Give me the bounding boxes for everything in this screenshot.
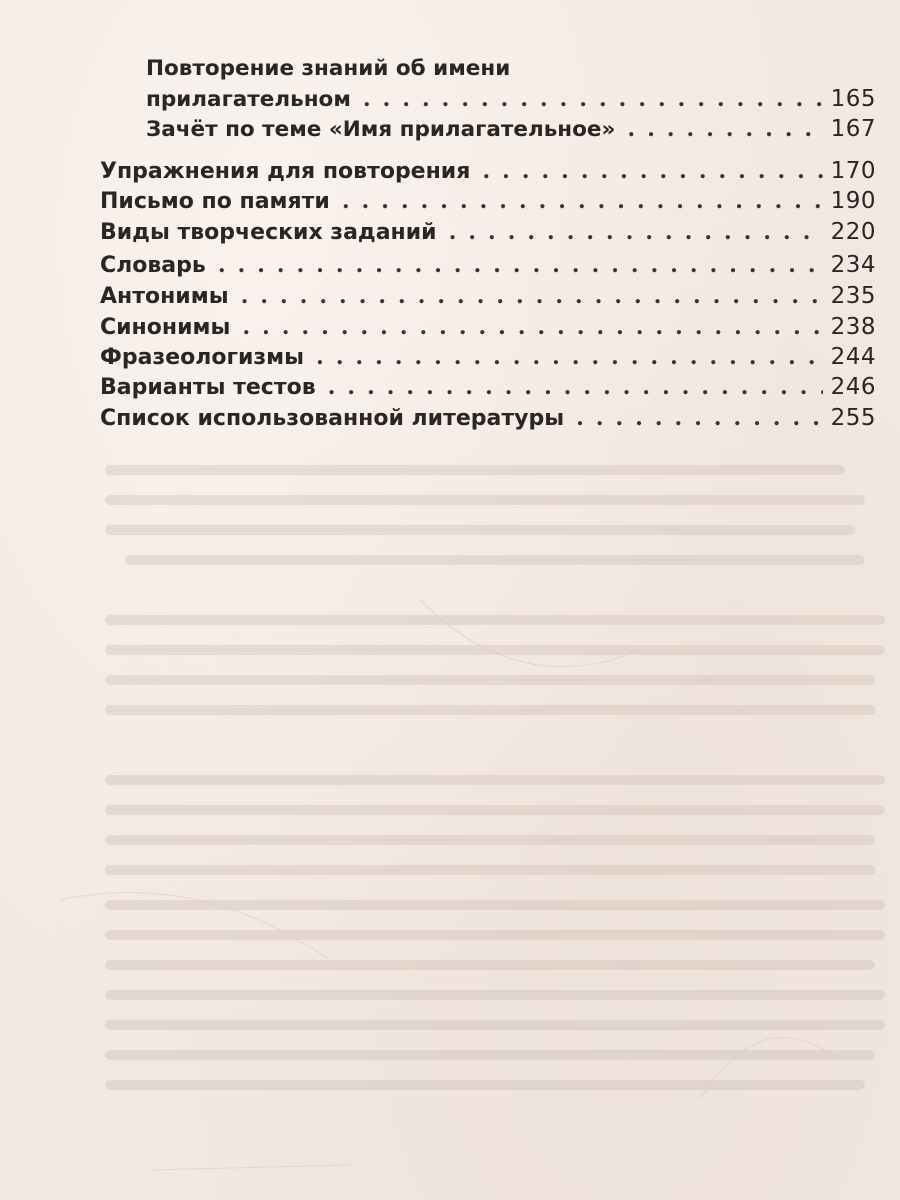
dot-leader [342, 186, 823, 216]
toc-page-number: 220 [830, 219, 876, 245]
dot-leader [328, 372, 823, 402]
toc-page-number: 246 [830, 374, 876, 400]
toc-entry-title: Зачёт по теме «Имя прилагательное» [146, 117, 616, 142]
dot-leader [482, 156, 822, 186]
dot-leader [218, 250, 823, 280]
toc-entry-title: Виды творческих заданий [100, 220, 437, 245]
toc-page-number: 167 [830, 116, 876, 142]
toc-entry[interactable] [100, 281, 876, 312]
toc-page-number: 238 [830, 314, 876, 340]
toc-entry[interactable] [100, 372, 876, 403]
dot-leader [449, 217, 823, 247]
dot-leader [242, 312, 822, 342]
toc-entry-title: Варианты тестов [100, 375, 316, 400]
dot-leader [363, 84, 823, 114]
toc-entry-title: Синонимы [100, 315, 231, 340]
toc-page-number: 170 [830, 158, 876, 184]
toc-page-number: 190 [830, 188, 876, 214]
toc-page-number: 235 [830, 283, 876, 309]
toc-entry[interactable] [100, 250, 876, 281]
dot-leader [316, 342, 823, 372]
toc-page-number: 244 [830, 344, 876, 370]
toc-page-number: 165 [830, 86, 876, 112]
toc-entry[interactable] [100, 342, 876, 373]
toc-entry[interactable] [146, 84, 876, 115]
toc-entry-title: Упражнения для повторения [100, 159, 471, 184]
toc-entry[interactable] [100, 186, 876, 217]
toc-entry[interactable] [100, 156, 876, 187]
toc-page-number: 255 [830, 405, 876, 431]
toc-entry-title-line1: Повторение знаний об имени [146, 56, 511, 81]
dot-leader [576, 403, 823, 433]
toc-entry-title: Антонимы [100, 284, 229, 309]
toc-entry-title: Словарь [100, 253, 206, 278]
toc-entry[interactable] [100, 403, 876, 434]
toc-entry[interactable] [100, 217, 876, 248]
toc-entry[interactable] [146, 114, 876, 145]
toc-entry[interactable] [100, 312, 876, 343]
toc-entry-title: Фразеологизмы [100, 345, 305, 370]
dot-leader [241, 281, 823, 311]
dot-leader [627, 114, 822, 144]
toc-page-number: 234 [830, 252, 876, 278]
toc-entry-title: Письмо по памяти [100, 189, 330, 214]
toc-entry-title: Список использованной литературы [100, 406, 565, 431]
toc-entry-title: прилагательном [146, 87, 351, 112]
